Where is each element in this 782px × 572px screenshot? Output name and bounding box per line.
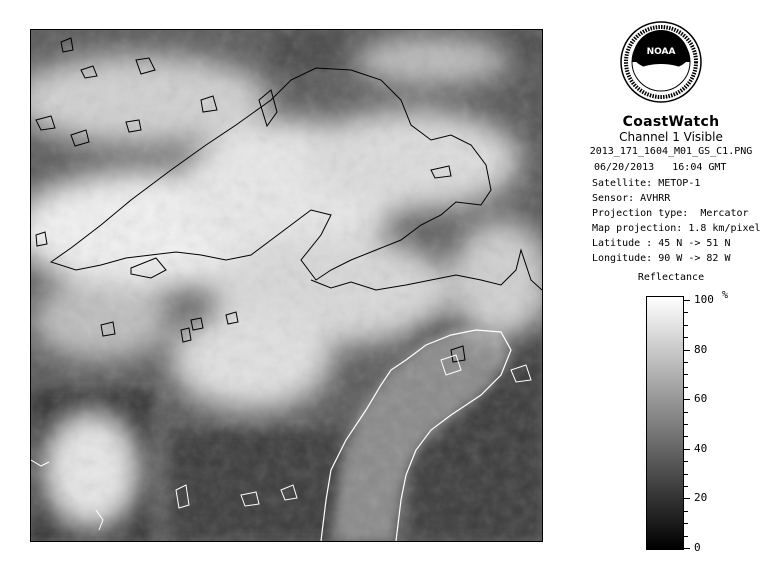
longitude-range: Longitude: 90 W -> 82 W <box>592 253 731 264</box>
colorbar-tick-label: 40 <box>694 441 708 455</box>
noaa-logo <box>620 18 702 106</box>
colorbar-tick-label: 20 <box>694 491 708 505</box>
app-title: CoastWatch <box>622 114 720 130</box>
colorbar-tick <box>684 486 688 487</box>
colorbar-tick <box>684 387 688 388</box>
noaa-seal-icon <box>620 18 702 106</box>
colorbar-tick <box>684 424 688 425</box>
colorbar-tick <box>684 337 688 338</box>
colorbar-tick <box>684 312 688 313</box>
sensor-info: Sensor: AVHRR <box>592 193 671 204</box>
colorbar-tick <box>684 449 690 450</box>
svg-text:NOAA: NOAA <box>646 47 676 57</box>
date-time: 06/20/2013 16:04 GMT <box>594 162 727 173</box>
colorbar-tick-label: 0 <box>694 541 701 554</box>
file-name: 2013_171_1604_M01_GS_C1.PNG <box>589 146 753 157</box>
colorbar-tick <box>684 325 688 326</box>
reflectance-colorbar <box>646 296 684 550</box>
colorbar-tick-label: 60 <box>694 392 708 406</box>
colorbar-tick-label: 80 <box>694 342 708 356</box>
colorbar-tick <box>684 523 688 524</box>
channel-label: Channel 1 Visible <box>619 130 723 144</box>
colorbar-tick <box>684 498 690 499</box>
colorbar-tick <box>684 474 688 475</box>
legend-unit: % <box>722 290 729 301</box>
latitude-range: Latitude : 45 N -> 51 N <box>592 238 731 249</box>
colorbar-tick <box>684 536 688 537</box>
map-projection: Map projection: 1.8 km/pixel <box>592 223 761 234</box>
projection-type: Projection type: Mercator <box>592 208 749 219</box>
colorbar-tick <box>684 436 688 437</box>
colorbar-tick <box>684 548 690 549</box>
colorbar-tick <box>684 511 688 512</box>
colorbar-tick <box>684 412 688 413</box>
colorbar-tick <box>684 350 690 351</box>
colorbar-tick-label: 100 <box>694 293 714 306</box>
colorbar-tick <box>684 461 688 462</box>
satellite-info: Satellite: METOP-1 <box>592 178 701 189</box>
satellite-image <box>31 30 542 541</box>
legend-title: Reflectance <box>637 272 705 283</box>
colorbar-tick <box>684 300 690 301</box>
colorbar-tick <box>684 362 688 363</box>
colorbar-tick <box>684 374 688 375</box>
satellite-map[interactable] <box>30 29 543 542</box>
colorbar-tick <box>684 399 690 400</box>
